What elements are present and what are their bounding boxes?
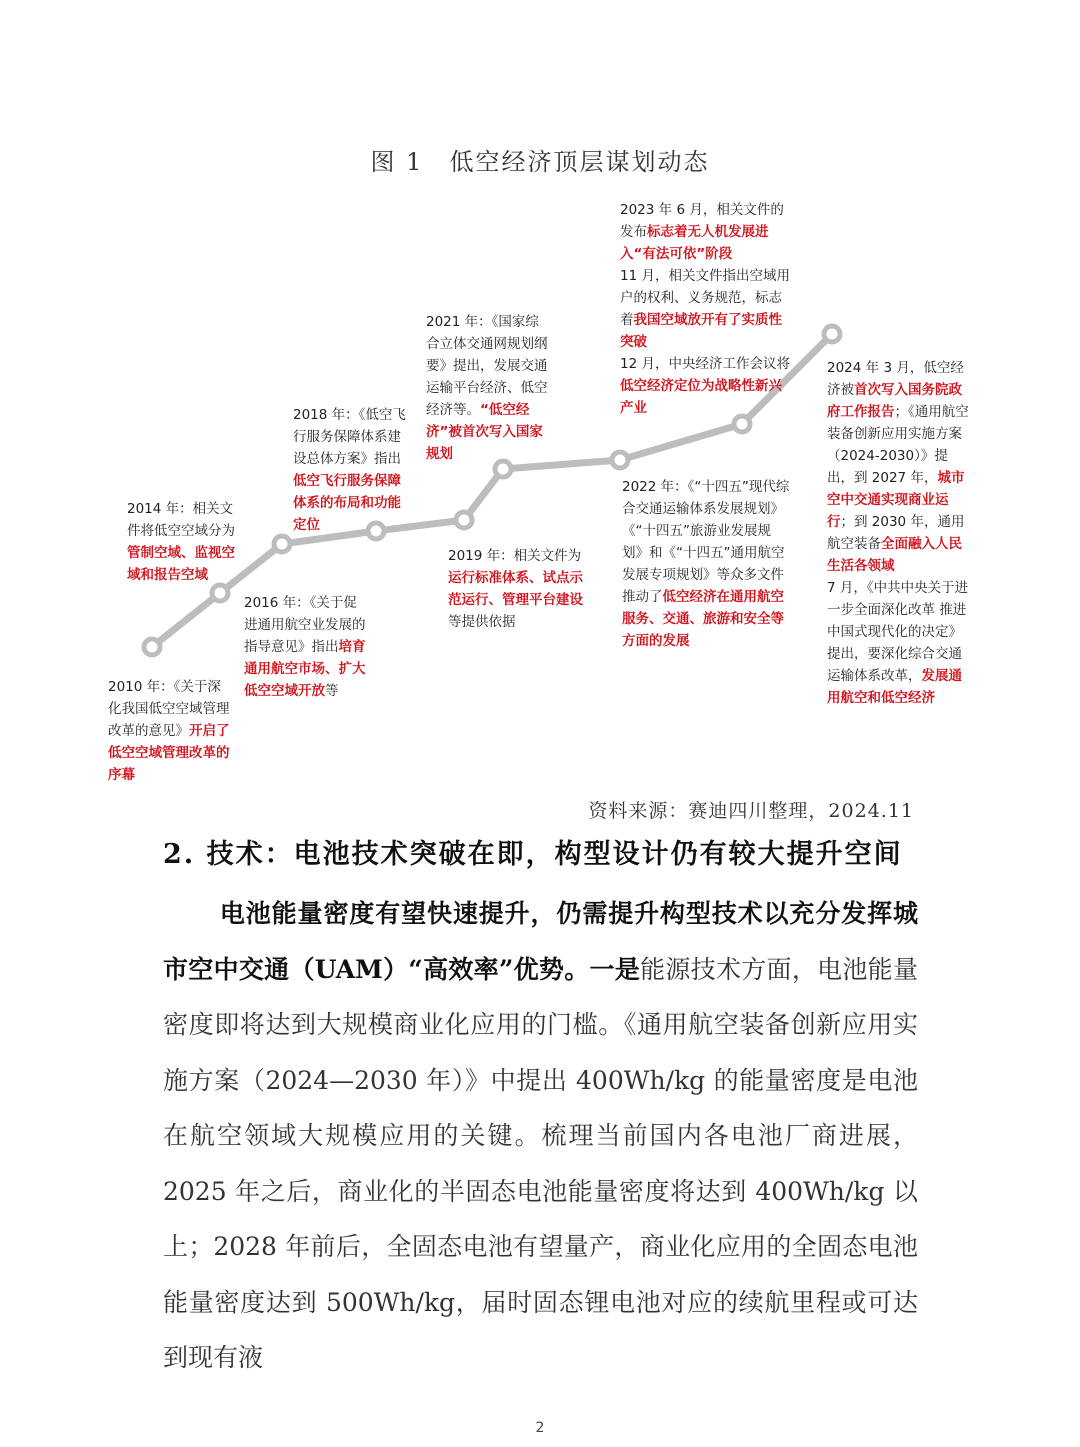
- note-2016-highlight: 培育通用航空市场、扩大低空空域开放: [244, 639, 366, 699]
- note-2024-july: [827, 577, 973, 709]
- note-2023-dec-highlight: 低空经济定位为战略性新兴产业: [620, 378, 782, 416]
- note-2023-nov-highlight: 我国空域放开有了实质性突破: [620, 312, 782, 350]
- note-2024-march-mid: ；《通用航空装备创新应用实施方案（2024-2030）》提出，到 2027 年，: [827, 404, 969, 486]
- note-2023-dec-text: 12 月，中央经济工作会议将: [620, 356, 790, 372]
- note-2023-nov-text: 11 月，相关文件指出空域用户的权利、义务规范，标志着: [620, 268, 790, 328]
- note-2019-highlight: 运行标准体系、试点示范运行、管理平台建设: [448, 570, 583, 608]
- note-2022: [622, 476, 790, 652]
- note-2024-march-highlight: 首次写入国务院政府工作报告: [827, 382, 962, 420]
- note-2023-dec: [620, 353, 790, 419]
- note-2024-july-text: 7 月，《中共中央关于进一步全面深化改革 推进中国式现代化的决定》提出，要深化综合交通运输体系改革，: [827, 580, 969, 684]
- timeline-node-2010: [144, 639, 160, 655]
- note-2024-march-text: 2024 年 3 月，低空经济被: [827, 360, 964, 398]
- timeline-node-2016: [274, 536, 290, 552]
- note-2021: [426, 311, 552, 465]
- timeline-node-2019: [456, 512, 472, 528]
- note-2018: [293, 404, 411, 536]
- note-2019-suffix: 等提供依据: [448, 614, 516, 630]
- note-2014-text: 2014 年：相关文件将低空空域分为: [127, 501, 235, 539]
- paragraph-lead: 电池能量密度有望快速提升，仍需提升构型技术以充分发挥城市空中交通（UAM）“高效率”优势。一是: [163, 899, 918, 984]
- note-2023-june-text: 2023 年 6 月，相关文件的发布: [620, 202, 784, 240]
- note-2022-highlight: 低空经济在通用航空服务、交通、旅游和安全等方面的发展: [622, 589, 784, 649]
- note-2022-text: 2022 年：《“十四五”现代综合交通运输体系发展规划》《“十四五”旅游业发展规划》和《“十四五”通用航空发展专项规划》等众多文件推动了: [622, 479, 790, 605]
- timeline-node-2024: [824, 326, 840, 342]
- note-2024-march: [827, 357, 973, 577]
- note-2019: [448, 545, 590, 633]
- paragraph-body: 能源技术方面，电池能量密度即将达到大规模商业化应用的门槛。《通用航空装备创新应用实施方案（2024—2030 年）》中提出 400Wh/kg 的能量密度是电池在航空领域大规模应用的关键。梳理当前国内各电池厂商进展，2025 年之后，商业化的半固态电池能量密度将达到 400Wh/kg 以上；2028 年前后，全固态电池有望量产，商业化应用的全固态电池能量密度达到 500Wh/kg，届时固态锂电池对应的续航里程或可达到现有液: [163, 954, 918, 1372]
- note-2010: [108, 676, 232, 786]
- figure-source: 资料来源：赛迪四川整理，2024.11: [588, 800, 914, 822]
- note-2023: [620, 199, 790, 419]
- note-2016-text: 2016 年：《关于促进通用航空业发展的指导意见》指出: [244, 595, 366, 655]
- note-2024-march-highlight2: 城市空中交通实现商业运行: [827, 470, 965, 530]
- page-number: 2: [535, 1420, 545, 1436]
- note-2019-text: 2019 年：相关文件为: [448, 548, 582, 564]
- note-2023-june: [620, 199, 790, 265]
- note-2024: [827, 357, 973, 709]
- note-2023-nov: [620, 265, 790, 353]
- note-2010-highlight: 开启了低空空域管理改革的序幕: [108, 723, 230, 783]
- note-2023-june-highlight: 标志着无人机发展进入“有法可依”阶段: [620, 224, 769, 262]
- section-paragraph: [163, 886, 918, 1386]
- note-2024-july-highlight: 发展通用航空和低空经济: [827, 668, 962, 706]
- note-2010-text: 2010 年：《关于深化我国低空空域管理改革的意见》: [108, 679, 230, 739]
- figure-title: 图 1 低空经济顶层谋划动态: [370, 148, 710, 176]
- note-2018-highlight: 低空飞行服务保障体系的布局和功能定位: [293, 473, 401, 533]
- note-2016: [244, 592, 368, 702]
- note-2024-march-mid2: ；到 2030 年，通用航空装备: [827, 514, 965, 552]
- note-2021-text: 2021 年：《国家综合立体交通网规划纲要》提出，发展交通运输平台经济、低空经济等。: [426, 314, 548, 418]
- note-2024-march-highlight3: 全面融入人民生活各领域: [827, 536, 962, 574]
- timeline-node-2022: [612, 452, 628, 468]
- section-heading: 2. 技术：电池技术突破在即，构型设计仍有较大提升空间: [163, 839, 903, 870]
- note-2021-highlight: “低空经济”被首次写入国家规划: [426, 402, 543, 462]
- note-2014-highlight: 管制空域、监视空域和报告空域: [127, 545, 235, 583]
- note-2018-text: 2018 年：《低空飞行服务保障体系建设总体方案》指出: [293, 407, 406, 467]
- note-2016-suffix: 等: [325, 683, 339, 699]
- note-2014: [127, 498, 239, 586]
- timeline-node-2014: [212, 585, 228, 601]
